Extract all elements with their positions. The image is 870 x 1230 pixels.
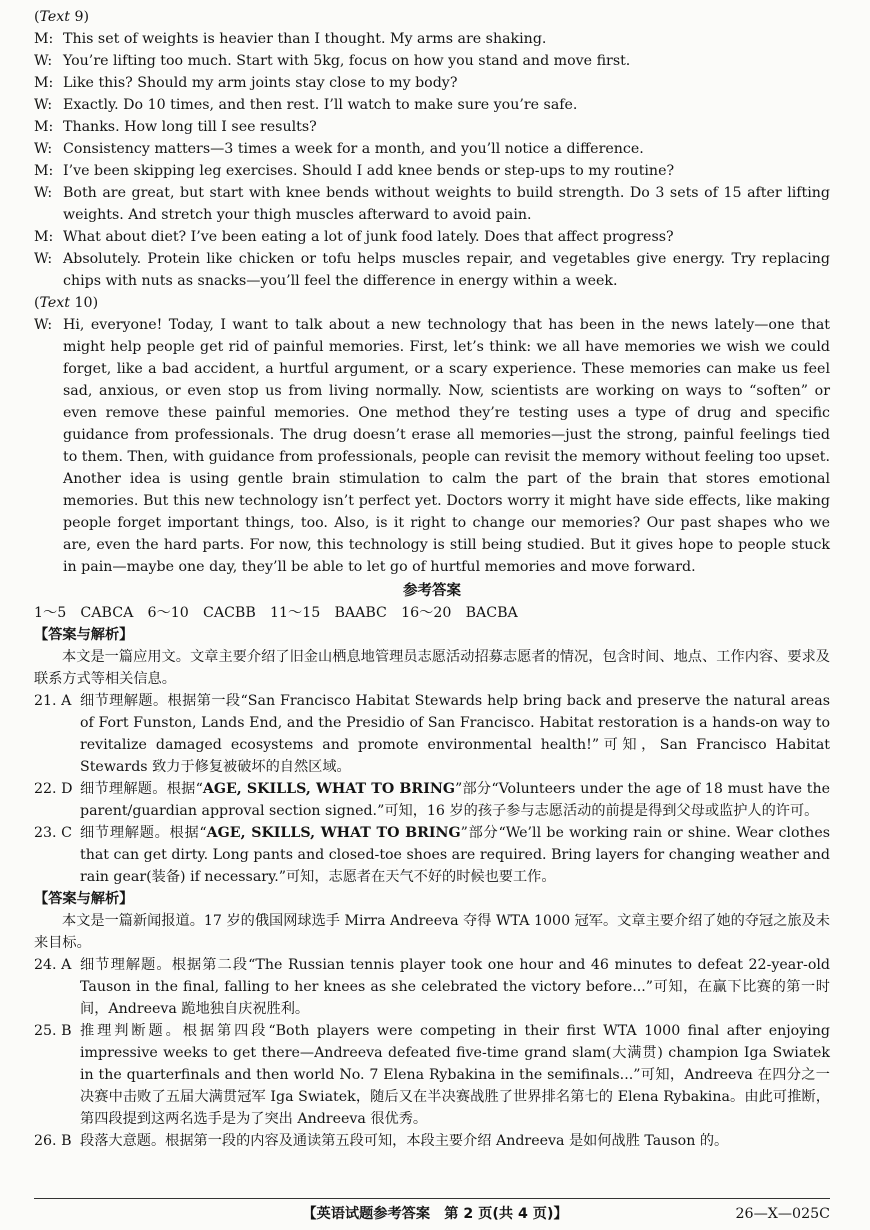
dialogue-text: Exactly. Do 10 times, and then rest. I’ll watch to make sure you’re safe. — [63, 97, 578, 113]
page-footer — [0, 1203, 870, 1225]
dialogue-text: This set of weights is heavier than I thought. My arms are shaking. — [63, 31, 547, 47]
footer-title: 【英语试题参考答案 第 2 页(共 4 页)】 — [302, 1206, 568, 1222]
dialogue-line — [34, 28, 830, 50]
speaker-label: M: — [34, 75, 54, 91]
dialogue-line — [34, 226, 830, 248]
explanation-text: 推理判断题。根据第四段“Both players were competing in their first WTA 1000 final after enjoying impressive weeks to get there—Andreeva defeated five-time grand slam(大满贯) champion Iga Swiatek in the quarterfinals and then world No. 7 Elena Rybakina in the semifinals...”可知，Andreeva 在四分之一决赛中击败了五届大满贯冠军 Iga Swiatek，随后又在半决赛战胜了世界排名第七的 Elena Rybakina。由此可推断，第四段提到这两名选手是为了突出 Andreeva 很优秀。 — [80, 1023, 830, 1127]
section-summary: 本文是一篇新闻报道。17 岁的俄国网球选手 Mirra Andreeva 夺得 WTA 1000 冠军。文章主要介绍了她的夺冠之旅及未来目标。 — [34, 913, 830, 951]
section-heading: 【答案与解析】 — [34, 891, 134, 907]
dialogue-text: Both are great, but start with knee bends without weights to build strength. Do 3 sets of 15 after lifting weights. And stretch your thigh muscles afterward to avoid pain. — [63, 185, 830, 223]
text10-monologue — [34, 314, 830, 578]
footer-code: 26—X—025C — [735, 1206, 830, 1222]
speaker-label: W: — [34, 317, 53, 333]
monologue-text: Hi, everyone! Today, I want to talk about a new technology that has been in the news lately—one that might help people get rid of painful memories. First, let’s think: we all have memories we wish we could forget, like a bad accident, a hurtful argument, or a scary experience. These memories can make us feel sad, anxious, or even stop us from living normally. Now, scientists are working on ways to “soften” or even remove these painful memories. One method they’re testing uses a type of drug and specific guidance from professionals. The drug doesn’t erase all memories—just the strong, painful feelings tied to them. Then, with guidance from professionals, people can revisit the memory without feeling too upset. Another idea is using gentle brain stimulation to calm the part of the brain that stores emotional memories. But this new technology isn’t perfect yet. Doctors worry it might have side effects, like making people forget important things, too. Also, is it right to change our memories? Our past shapes who we are, even the hard parts. For now, this technology is still being studied. But it gives hope to people stuck in pain—maybe one day, they’ll be able to let go of hurtful memories and move forward. — [63, 317, 830, 575]
question-number: 21. A — [34, 693, 72, 709]
speaker-label: M: — [34, 119, 54, 135]
explanation-text — [80, 690, 830, 778]
question-number: 22. D — [34, 781, 73, 797]
speaker-label: M: — [34, 31, 54, 47]
dialogue-line — [34, 248, 830, 292]
explanation-text: 段落大意题。根据第一段的内容及通读第五段可知，本段主要介绍 Andreeva 是如何战胜 Tauson 的。 — [80, 1133, 729, 1149]
answer-explanation — [34, 1130, 830, 1152]
dialogue-text: Consistency matters—3 times a week for a month, and you’ll notice a difference. — [63, 141, 644, 157]
dialogue-text: Like this? Should my arm joints stay close to my body? — [63, 75, 458, 91]
text10-label: (Text 10) — [34, 295, 99, 311]
explanation-pre: 细节理解题。根据第一段“San Francisco Habitat Stewards help bring back and preserve the natural areas of Fort Funston, Lands End, and the Presidio of San Francisco. Habitat restoration is a hands-on way to revitalize damaged ecosystems and promote environmental health!”可知，San Francisco Habitat Stewards 致力于修复被破坏的自然区域。 — [80, 693, 830, 775]
section1-items — [34, 690, 830, 888]
question-number: 26. B — [34, 1133, 72, 1149]
dialogue-line — [34, 94, 830, 116]
explanation-bold: AGE, SKILLS, WHAT TO BRING — [206, 825, 461, 841]
explanation-text — [80, 822, 830, 888]
dialogue-line — [34, 72, 830, 94]
dialogue-line — [34, 116, 830, 138]
explanation-post: ”部分“Volunteers under the age of 18 must have the parent/guardian approval section signed.”可知，16 岁的孩子参与志愿活动的前提是得到父母或监护人的许可。 — [80, 781, 830, 819]
text10-label-word: Text — [39, 295, 71, 311]
speaker-label: M: — [34, 163, 54, 179]
question-number: 25. B — [34, 1023, 72, 1039]
speaker-label: W: — [34, 53, 53, 69]
dialogue-text: Absolutely. Protein like chicken or tofu helps muscles repair, and vegetables give energy. Try replacing chips with nuts as snacks—you’ll feel the difference in energy within a week. — [63, 251, 830, 289]
dialogue-text: What about diet? I’ve been eating a lot of junk food lately. Does that affect progress? — [63, 229, 674, 245]
speaker-label: W: — [34, 185, 53, 201]
explanation-bold: AGE, SKILLS, WHAT TO BRING — [202, 781, 455, 797]
answer-explanation — [34, 778, 830, 822]
dialogue-line — [34, 50, 830, 72]
text9-dialogue — [34, 28, 830, 292]
dialogue-text: You’re lifting too much. Start with 5kg, focus on how you stand and move first. — [63, 53, 631, 69]
speaker-label: W: — [34, 141, 53, 157]
section-summary: 本文是一篇应用文。文章主要介绍了旧金山栖息地管理员志愿活动招募志愿者的情况，包含时间、地点、工作内容、要求及联系方式等相关信息。 — [34, 649, 830, 687]
dialogue-line — [34, 160, 830, 182]
answer-explanation — [34, 690, 830, 778]
answer-explanation — [34, 954, 830, 1020]
dialogue-text: I’ve been skipping leg exercises. Should I add knee bends or step-ups to my routine? — [63, 163, 675, 179]
explanation-text: 细节理解题。根据第二段“The Russian tennis player took one hour and 46 minutes to defeat 22-year-old Tauson in the final, falling to her knees as she celebrated the victory before...”可知，在赢下比赛的第一时间，Andreeva 跪地独自庆祝胜利。 — [80, 957, 830, 1017]
dialogue-text: Thanks. How long till I see results? — [63, 119, 317, 135]
footer-rule — [34, 1198, 830, 1199]
speaker-label: W: — [34, 97, 53, 113]
dialogue-line — [34, 182, 830, 226]
dialogue-line — [34, 138, 830, 160]
section2-items — [34, 954, 830, 1152]
speaker-label: W: — [34, 251, 53, 267]
answers-title: 参考答案 — [403, 583, 461, 599]
speaker-label: M: — [34, 229, 54, 245]
explanation-text — [80, 778, 830, 822]
answer-explanation — [34, 1020, 830, 1130]
text9-label: (Text 9) — [34, 9, 90, 25]
question-number: 23. C — [34, 825, 72, 841]
answer-explanation — [34, 822, 830, 888]
section-heading: 【答案与解析】 — [34, 627, 134, 643]
text9-label-word: Text — [39, 9, 71, 25]
explanation-post: ”部分“We’ll be working rain or shine. Wear clothes that can get dirty. Long pants and closed-toe shoes are required. Bring layers for changing weather and rain gear(装备) if necessary.”可知，志愿者在天气不好的时候也要工作。 — [80, 825, 830, 885]
explanation-pre: 细节理解题。根据“ — [80, 781, 203, 797]
question-number: 24. A — [34, 957, 72, 973]
explanation-pre: 细节理解题。根据“ — [80, 825, 207, 841]
answer-keys: 1～5 CABCA 6～10 CACBB 11～15 BAABC 16～20 BACBA — [34, 605, 518, 621]
